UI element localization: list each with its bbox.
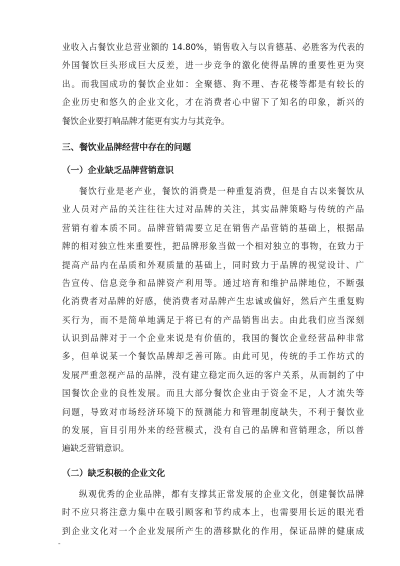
sub1-line-7: 化消费者对品牌的好感，使消费者对品牌产生忠诚或偏好，然后产生重复购 xyxy=(62,296,364,307)
intro-line-1: 业收入占餐饮业总营业额的 14.80%，销售收入与以肯德基、必胜客为代表的 xyxy=(62,42,364,52)
sub1-line-1: 餐饮行业是老产业，餐饮的消费是一种重复消费，但是自古以来餐饮从 xyxy=(79,185,364,196)
intro-paragraph xyxy=(62,38,364,130)
sub2-line-3: 到企业文化对一个企业发展所产生的潜移默化的作用，保证品牌的健康成 xyxy=(62,525,364,536)
sub1-line-3: 营销有着本质不同。品牌营销需要立足在销售产品营销的基础上，根据品 xyxy=(62,222,364,233)
sub1-line-14: 的发展，盲目引用外来的经营模式，没有自己的品牌和营销理念，所以普 xyxy=(62,425,364,436)
sub1-line-4: 牌的相对独立性来重要性，把品牌形象当做一个相对独立的事物，在致力于 xyxy=(62,241,364,252)
sub1-line-12: 国餐饮企业的良性发展。而且大部分餐饮企业由于资金不足，人才流失等 xyxy=(62,388,364,399)
sub2-line-2: 时不应只将注意力集中在吸引顾客和节约成本上，也需要用长远的眼光看 xyxy=(62,507,364,518)
sub1-line-11: 发展严重忽视产品的品牌，没有建立稳定而久远的客户关系，从而制约了中 xyxy=(62,369,364,380)
sub1-line-8: 买行为，而不是简单地满足于将已有的产品销售出去。由此我们应当深刻 xyxy=(62,314,364,325)
sub1-line-10: 多，但单说某一个餐饮品牌却乏善可陈。由此可见，传统的手工作坊式的 xyxy=(62,351,364,362)
sub1-line-13: 问题，导致对市场经济环境下的预测能力和管理制度缺失，不利于餐饮业 xyxy=(62,406,364,417)
sub1-line-5: 提高产品内在品质和外观质量的基础上，同时致力于品牌的视觉设计、广 xyxy=(62,259,364,270)
intro-line-4: 企业历史和悠久的企业文化，才在消费者心中留下了知名的印象，新兴的 xyxy=(62,97,364,108)
section-3-heading: 三、餐饮业品牌经营中存在的问题 xyxy=(62,142,191,153)
subsection-1-heading: （一）企业缺乏品牌营销意识 xyxy=(62,165,174,176)
subsection-1-paragraph xyxy=(62,182,364,458)
sub1-line-9: 认识到品牌对于一个企业来说是有价值的，我国的餐饮企业经营品种非常 xyxy=(62,333,364,344)
document-body xyxy=(62,38,364,540)
sub1-line-6: 告宣传、信息竞争和品牌资产利用等。通过培育和维护品牌地位，不断强 xyxy=(62,277,364,288)
subsection-2-paragraph xyxy=(62,485,364,540)
intro-line-5: 餐饮企业要打响品牌才能更有实力与其竞争。 xyxy=(62,115,230,126)
sub1-line-2: 业人员对产品的关注往往大过对品牌的关注，其实品牌策略与传统的产品 xyxy=(62,204,364,215)
subsection-2-heading: （二）缺乏积极的企业文化 xyxy=(62,468,166,479)
page-footer-mark: - xyxy=(58,540,61,548)
intro-line-2: 外国餐饮巨头形成巨大反差，进一步竞争的激化使得品牌的重要性更为突 xyxy=(62,60,364,71)
sub2-line-1: 纵观优秀的企业品牌，都有支撑其正常发展的企业文化，创建餐饮品牌 xyxy=(79,488,364,499)
sub1-line-15: 遍缺乏营销意识。 xyxy=(62,443,129,454)
intro-line-3: 出。而我国成功的餐饮企业如：全聚德、狗不理、杏花楼等都是有较长的 xyxy=(62,78,364,89)
